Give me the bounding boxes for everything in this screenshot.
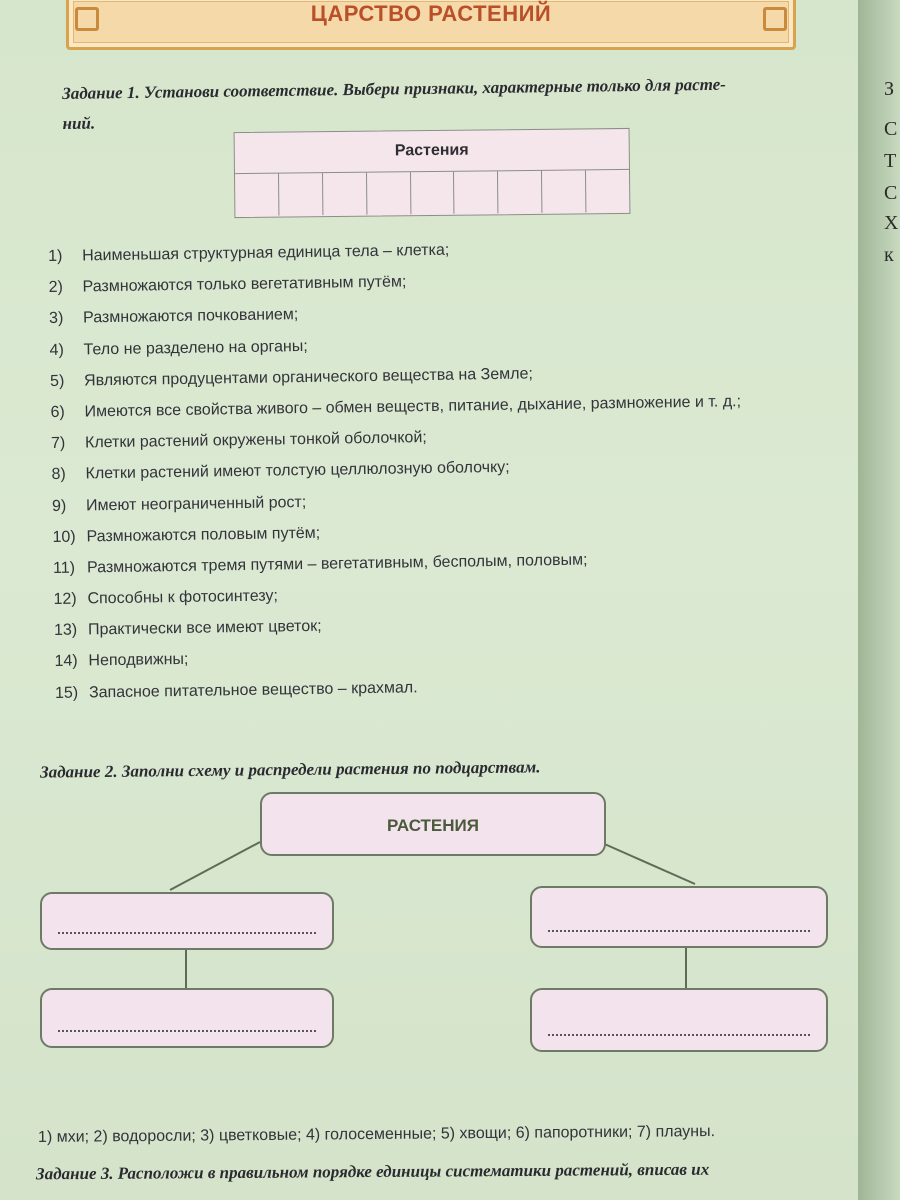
feature-text: Размножаются тремя путями – вегетативным, бесполым, половым; (86, 551, 588, 577)
answer-cell[interactable] (542, 170, 586, 212)
fill-in-dotted-line (58, 930, 316, 934)
feature-text: Размножаются только вегетативным путём; (82, 273, 407, 296)
feature-text: Практически все имеют цветок; (87, 618, 322, 639)
answer-options: 1) мхи; 2) водоросли; 3) цветковые; 4) голосеменные; 5) хвощи; 6) папоротники; 7) плауны. (37, 1123, 716, 1146)
answer-table (234, 128, 631, 218)
feature-number: 3) (48, 310, 64, 328)
feature-text: Размножаются почкованием; (82, 306, 299, 327)
feature-number: 2) (48, 278, 63, 297)
group-right-field[interactable] (530, 988, 828, 1052)
feature-text: Имеются все свойства живого – обмен веществ, питание, дыхание, размножение и т. д.; (84, 393, 742, 421)
feature-number: 12) (53, 590, 77, 609)
feature-number: 11) (52, 559, 76, 577)
answer-cell[interactable] (235, 174, 279, 216)
fill-in-dotted-line (548, 928, 810, 932)
feature-text: Способны к фотосинтезу; (87, 587, 279, 608)
answer-cell[interactable] (367, 172, 411, 214)
connector-line (170, 842, 260, 890)
answer-cells (235, 170, 629, 216)
feature-text: Размножаются половым путём; (86, 524, 321, 546)
feature-number: 13) (53, 621, 78, 640)
answer-cell[interactable] (323, 173, 367, 215)
subkingdom-left-field[interactable] (40, 892, 334, 950)
feature-number: 10) (52, 528, 76, 546)
task3-title: Задание 3. Расположи в правильном порядке единицы систематики растений, вписав их (35, 1159, 710, 1184)
feature-number: 8) (51, 466, 66, 484)
answer-cell[interactable] (279, 173, 323, 215)
root-box (260, 792, 606, 856)
feature-number: 5) (49, 372, 65, 390)
features-list (48, 235, 855, 715)
feature-number: 6) (50, 403, 65, 421)
adjacent-page-edge (858, 0, 900, 1200)
group-left-field[interactable] (40, 988, 334, 1048)
fill-in-dotted-line (58, 1028, 316, 1032)
chapter-banner (66, 0, 796, 50)
connector-line (600, 842, 695, 884)
feature-text: Наименьшая структурная единица тела – клетка; (81, 241, 450, 265)
plant-kingdom-diagram (0, 780, 858, 1080)
adjacent-page-char: Т (884, 150, 897, 172)
feature-text: Являются продуцентами органического вещества на Земле; (83, 365, 533, 390)
answer-cell[interactable] (411, 172, 455, 214)
adjacent-page-char: С (884, 118, 898, 140)
feature-text: Запасное питательное вещество – крахмал. (88, 678, 418, 702)
feature-number: 15) (54, 684, 79, 702)
feature-text: Клетки растений окружены тонкой оболочкой; (84, 429, 427, 452)
adjacent-page-char: Х (884, 212, 899, 234)
answer-cell[interactable] (586, 170, 629, 212)
feature-text: Тело не разделено на органы; (83, 337, 308, 359)
feature-number: 14) (54, 653, 78, 671)
answer-cell[interactable] (454, 171, 498, 213)
feature-number: 7) (50, 434, 66, 453)
feature-number: 1) (48, 247, 63, 265)
feature-number: 9) (51, 497, 67, 515)
table-header: Растения (235, 129, 629, 174)
task1-title-line2: ний. (62, 113, 96, 133)
adjacent-page-char: З (884, 78, 895, 100)
feature-text: Клетки растений имеют толстую целлюлозную оболочку; (85, 459, 510, 483)
feature-text: Имеют неограниченный рост; (85, 493, 307, 514)
adjacent-page-char: С (884, 182, 898, 204)
feature-number: 4) (49, 341, 64, 359)
feature-text: Неподвижны; (88, 651, 189, 670)
chapter-title: ЦАРСТВО РАСТЕНИЙ (310, 1, 552, 26)
adjacent-page-char: к (884, 244, 894, 266)
fill-in-dotted-line (548, 1032, 810, 1036)
task2-title: Задание 2. Заполни схему и распредели растения по подцарствам. (39, 757, 541, 782)
subkingdom-right-field[interactable] (530, 886, 828, 948)
root-label: РАСТЕНИЯ (387, 816, 479, 835)
answer-cell[interactable] (498, 171, 542, 213)
task1-title-line1: Задание 1. Установи соответствие. Выбери признаки, характерные только для расте- (62, 74, 727, 103)
task1-title (62, 75, 726, 134)
